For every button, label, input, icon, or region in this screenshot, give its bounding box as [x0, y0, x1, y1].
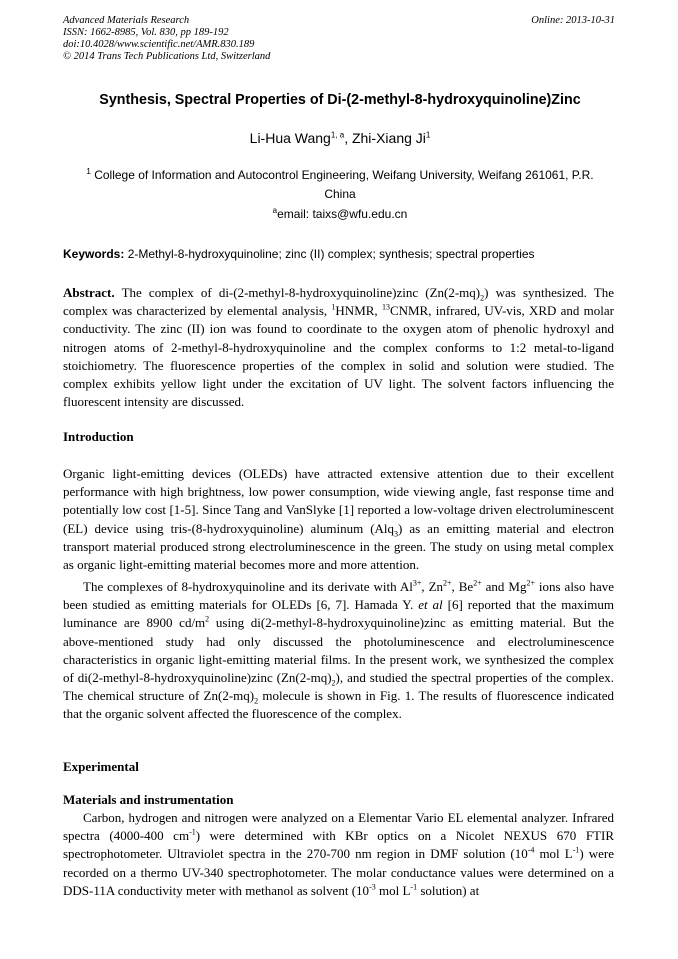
affiliation-text: College of Information and Autocontrol Engineering, Weifang University, Weifang 261061, P.R. China [94, 168, 594, 201]
author-1-affiliation-mark: 1, a [330, 130, 345, 140]
author-2-name: Zhi-Xiang Ji [351, 130, 426, 146]
body-text: ) were recorded on a thermo UV-340 spectrophotometer. The molar conductance values were determined on a DDS-11A conductivity meter with methanol as solvent (10 [63, 846, 615, 898]
superscript: -4 [527, 846, 535, 856]
keywords-label: Keywords: [63, 247, 125, 261]
body-text: ) as an emitting material and electron transport material produced strong electroluminescence in the green. The study on using metal complex as organic light-emitting material becomes more and more attention. [63, 520, 614, 573]
affiliation [70, 166, 610, 204]
body-text: using di(2-methyl-8-hydroxyquinoline)zinc as emitting material. But the above-mentioned study had only discussed the photoluminescence and electroluminescence characteristics in organic light-emitting material films. In the present work, we synthesized the complex of di(2-methyl-8-hydroxyquinoline)zinc (Zn(2-mq) [63, 615, 614, 686]
abstract-text: ) was synthesized. The complex was characterized by elemental analysis, [63, 285, 615, 319]
issn-line: ISSN: 1662-8985, Vol. 830, pp 189-192 [63, 27, 229, 38]
abstract [63, 284, 614, 411]
body-text: ions also have been studied as emitting materials for OLEDs [6, 7]. Hamada Y. [63, 579, 614, 613]
author-line [40, 130, 640, 146]
doi-line: doi:10.4028/www.scientific.net/AMR.830.189 [63, 39, 255, 50]
introduction-heading: Introduction [63, 429, 134, 444]
email-mark: a [272, 206, 278, 215]
introduction-paragraph-1 [63, 465, 614, 574]
author-separator: , [344, 130, 352, 146]
body-text: ) were determined with KBr optics on a Nicolet NEXUS 670 FTIR spectrophotometer. Ultraviolet spectra in the 270-700 nm region in DMF solution (10 [63, 828, 614, 862]
abstract-label: Abstract. [63, 285, 115, 300]
superscript: 2+ [443, 578, 452, 588]
email-text: email: taixs@wfu.edu.cn [277, 207, 408, 221]
affiliation-mark: 1 [86, 167, 91, 176]
abstract-text: CNMR, infrared, UV-vis, XRD and molar conductivity. The zinc (II) ion was found to coordinate to the oxygen atom of phenolic hydroxyl and nitrogen atoms of 2-methyl-8-hydroxyquinoline and the complex conforms to 1:2 metal-to-ligand stoichiometry. The fluorescence properties of the complex in solid and solution were studied. The complex exhibits yellow light under the excitation of UV light. The solvent factors influencing the fluorescent intensity are discussed. [63, 303, 614, 410]
body-text: ), and studied the spectral properties of the complex. The chemical structure of Zn(2-mq) [63, 670, 614, 704]
keywords [63, 247, 615, 261]
body-text: molecule is shown in Fig. 1. The results of fluorescence indicated that the organic solvent affected the fluorescence of the complex. [63, 688, 614, 722]
superscript: 3+ [412, 578, 422, 588]
body-text: , Be [451, 579, 474, 594]
superscript: -3 [369, 882, 376, 892]
paper-title: Synthesis, Spectral Properties of Di-(2-methyl-8-hydroxyquinoline)Zinc [99, 92, 581, 108]
superscript: -1 [410, 882, 418, 892]
abstract-text: HNMR, [335, 303, 382, 319]
copyright-line: © 2014 Trans Tech Publications Ltd, Switzerland [63, 51, 271, 62]
body-text: The complexes of 8-hydroxyquinoline and its derivate with Al [83, 579, 413, 594]
body-text: mol L [375, 882, 411, 898]
body-text: Organic light-emitting devices (OLEDs) have attracted extensive attention due to their excellent performance with high brightness, low power consumption, wide viewing angle, fast response time and potentially low cost [1-5]. Since Tang and VanSlyke [1] reported a low-voltage driven electroluminescent (EL) device using tris-(8-hydroxyquinoline) aluminum (Alq [63, 466, 614, 536]
body-text: mol L [534, 846, 573, 862]
author-1-name: Li-Hua Wang [249, 130, 331, 146]
superscript: 1 [331, 302, 336, 312]
author-2-affiliation-mark: 1 [425, 130, 431, 140]
subscript: 2 [331, 678, 336, 688]
materials-subheading: Materials and instrumentation [63, 792, 234, 807]
superscript: 2+ [526, 578, 535, 588]
superscript: -1 [572, 846, 580, 856]
body-text: , Zn [421, 579, 444, 594]
superscript: -1 [189, 827, 196, 837]
et-al: et al [418, 597, 443, 613]
superscript: 2+ [473, 578, 482, 588]
journal-header [63, 15, 615, 63]
subscript: 3 [394, 529, 399, 539]
abstract-text: The complex of di-(2-methyl-8-hydroxyquinoline)zinc (Zn(2-mq) [121, 285, 481, 300]
body-text: [6] reported that the maximum luminance are 8900 cd/m [63, 597, 614, 631]
body-text: and Mg [481, 579, 527, 594]
subscript: 2 [480, 293, 485, 303]
online-date: Online: 2013-10-31 [531, 15, 615, 26]
keywords-text: 2-Methyl-8-hydroxyquinoline; zinc (II) complex; synthesis; spectral properties [127, 247, 535, 261]
superscript: 13 [381, 302, 390, 312]
experimental-paragraph [63, 809, 614, 900]
subscript: 2 [254, 696, 259, 706]
superscript: 2 [205, 615, 210, 625]
body-text: solution) at [417, 882, 480, 898]
journal-name: Advanced Materials Research [63, 15, 190, 26]
introduction-paragraph-2 [63, 578, 614, 724]
experimental-heading: Experimental [63, 759, 139, 774]
body-text: Carbon, hydrogen and nitrogen were analyzed on a Elementar Vario EL elemental analyzer. Infrared spectra (4000-400 cm [63, 810, 614, 844]
email-line [70, 207, 610, 221]
